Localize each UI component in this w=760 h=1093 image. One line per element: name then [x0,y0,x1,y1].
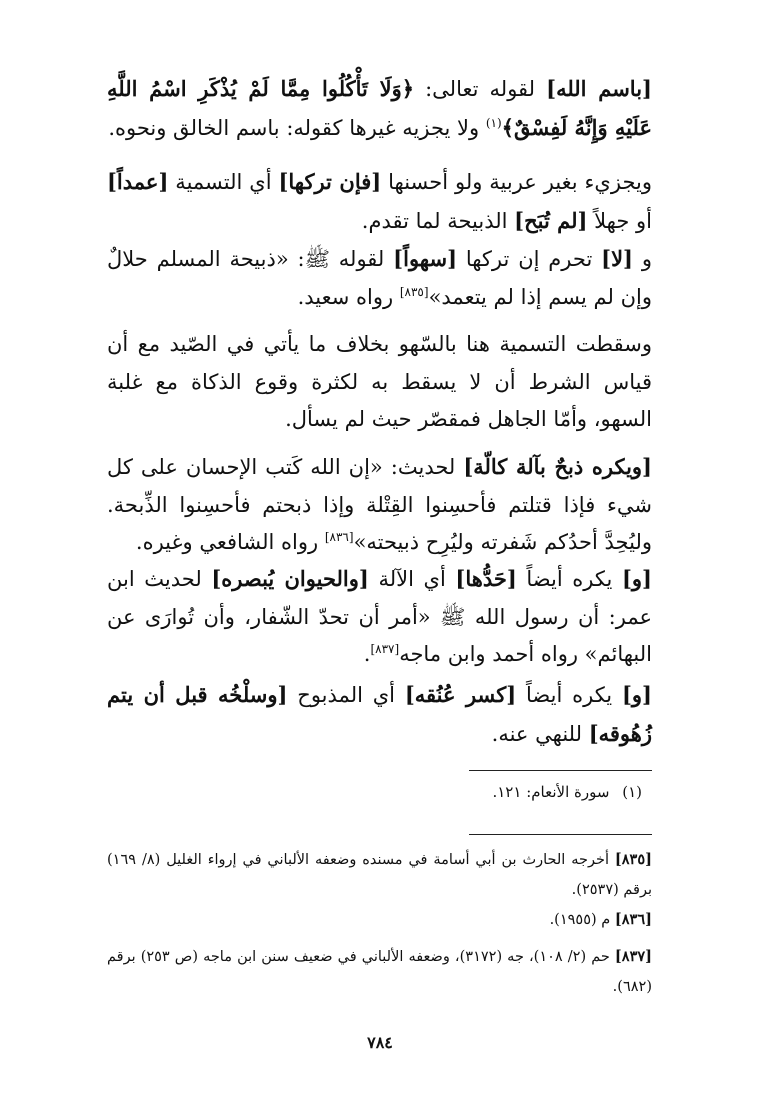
bold-term: [و] [621,566,652,591]
bold-term: [باسم الله] [546,76,652,101]
text-run: وسقطت التسمية هنا بالسّهو بخلاف ما يأتي في الصّيد مع أن قياس الشرط أن لا يسقط به لكثرة وقوع الذكاة مع غلبة السهو، وأمّا الجاهل فمقصّر حيث لم يسأل. [107,332,652,431]
text-run: الذبيحة لما تقدم. [361,208,515,233]
footnote-separator [469,770,652,771]
text-run: لحديث ابن عمر: أن رسول الله ﷺ «أمر أن تحدّ الشّفار، وأن تُوارَى عن البهائم» رواه أحمد وابن ماجه [107,567,652,666]
text-run: يكره أيضاً [516,683,622,707]
endnote-ref: [٨٣٥] [614,851,653,868]
text-run: ويجزيء بغير عربية ولو أحسنها [381,170,652,194]
text-run: أي الآلة [368,567,456,591]
paragraph-translation [107,163,652,240]
endnote-ref: [٨٣٧] [614,948,653,965]
endnote-text: أخرجه الحارث بن أبي أسامة في مسنده وضعفه الألباني في إرواء الغليل (٨/ ١٦٩) برقم (٢٥٣٧). [107,852,652,898]
paragraph-hunting [107,326,652,439]
text-run: أو جهلاً [587,208,652,233]
endnote-text: م (١٩٥٥). [549,912,611,928]
text-run: لقوله تعالى: [414,77,547,101]
footnote-text: سورة الأنعام: ١٢١. [492,783,610,801]
paragraph-neck [107,676,652,753]
bold-term: [فإن تركها] [278,169,382,194]
endnote-ref: [٨٣٦] [614,911,652,928]
paragraph-forgetting [107,240,652,316]
text-run: ولا يجزيه غيرها كقوله: باسم الخالق ونحوه. [108,115,486,140]
text-run: تحرم إن تركها [457,247,602,271]
paragraph-basmala [107,70,652,147]
bold-term: [و] [621,682,652,707]
text-run: . [363,642,371,666]
bold-term: [وسلْخُه قبل أن يتم زُهُوقه] [107,682,652,746]
bold-term: [سهواً] [393,246,458,271]
footnote [492,783,642,801]
reference-marker: [٨٣٥] [399,284,429,299]
footnote-number: (١) [622,783,642,801]
text-run: رواه الشافعي وغيره. [135,530,325,554]
page-number: ٧٨٤ [367,1033,393,1052]
text-run: لحديث: «إن الله كَتب الإحسان على كل شيء فإذا قتلتم فأحسِنوا القِتْلة وإذا ذبحتم فأحسِنوا الذِّبحة. وليُحِدَّ أحدُكم شَفرته وليُرِح ذبيحته» [107,455,652,554]
endnote-835 [107,845,652,905]
reference-marker: (١) [485,115,502,130]
bold-term: [حَدُّها] [455,566,517,591]
text-run: رواه سعيد. [297,284,400,309]
endnote-836 [107,905,652,935]
bold-term: [عمداً] [107,169,169,194]
text-run: يكره أيضاً [516,567,622,591]
text-run: و [633,247,652,271]
reference-marker: [٨٣٧] [370,642,400,656]
text-run: للنهي عنه. [491,721,589,746]
paragraph-blunt-tool [107,448,652,562]
bold-term: [لا] [601,246,633,271]
bold-term: [لم تُبَح] [514,207,588,233]
text-run: أي التسمية [168,170,279,194]
endnotes-separator [469,834,652,835]
reference-marker: [٨٣٦] [324,530,354,544]
text-run: لقوله ﷺ: «ذبيحة المسلم حلالٌ وإن لم يسم إذا لم يتعمد» [107,247,652,309]
bold-term: ﴿وَلَا تَأْكُلُوا مِمَّا لَمْ يُذْكَرِ اسْمُ اللَّهِ عَلَيْهِ وَإِنَّهُ لَفِسْقٌ﴾ [107,76,652,140]
bold-term: [والحيوان يُبصره] [211,566,369,591]
text-run: أي المذبوح [287,683,405,707]
bold-term: [ويكره ذبحٌ بآلة كالّة] [463,454,652,479]
bold-term: [كسر عُنُقه] [404,682,517,707]
endnote-text: حم (٢/ ١٠٨)، جه (٣١٧٢)، وضعفه الألباني في ضعيف سنن ابن ماجه (ص ٢٥٣) برقم (٦٨٢). [107,949,652,995]
endnote-837 [107,942,652,1002]
paragraph-sharpening [107,560,652,674]
